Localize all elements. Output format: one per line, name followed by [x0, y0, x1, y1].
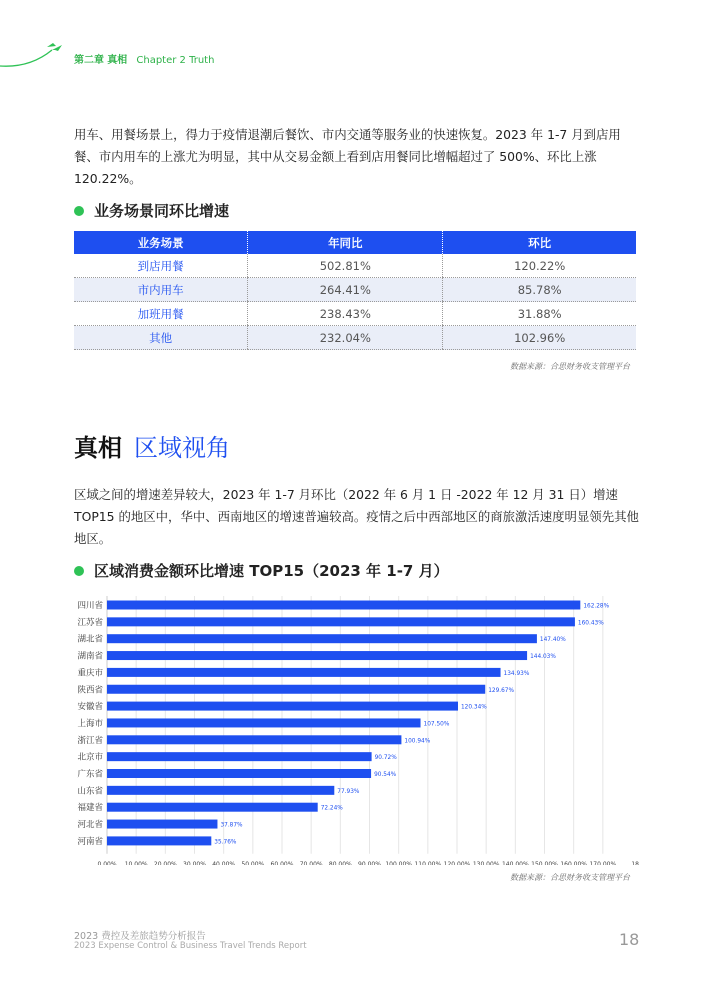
chart-bar — [107, 718, 421, 727]
chart-category-label: 河南省 — [77, 836, 103, 847]
chart-bar — [107, 769, 371, 778]
chart-x-tick-label: 40.00% — [212, 860, 236, 865]
chart-x-tick-label: 150.00% — [531, 860, 558, 865]
chart-bar — [107, 601, 580, 610]
row-yoy: 232.04% — [248, 326, 443, 350]
chart-bar — [107, 735, 401, 744]
chart-value-label: 162.28% — [583, 603, 610, 610]
table-source-note: 数据来源：合思财务收支管理平台 — [510, 362, 630, 371]
chart-x-tick-label: 170.00% — [589, 860, 617, 865]
table-section-title — [74, 200, 229, 221]
chart-value-label: 134.93% — [503, 670, 530, 677]
chart-category-label: 湖南省 — [77, 651, 103, 662]
chart-bar — [107, 820, 217, 829]
chart-x-tick-label: 50.00% — [241, 860, 265, 865]
chart-bar — [107, 668, 501, 677]
chart-category-label: 江苏省 — [77, 617, 103, 628]
row-yoy: 264.41% — [248, 278, 443, 302]
section-heading-part1: 真相 — [74, 434, 122, 462]
chapter-header — [74, 51, 214, 66]
chart-x-tick-label: 70.00% — [299, 860, 323, 865]
chart-category-label: 北京市 — [77, 752, 103, 763]
chart-value-label: 37.87% — [220, 822, 243, 829]
chart-x-tick-label: 120.00% — [443, 860, 471, 865]
chart-bar — [107, 651, 527, 660]
intro-paragraph: 用车、用餐场景上，得力于疫情退潮后餐饮、市内交通等服务业的快速恢复。2023 年 1-7 月到店用餐、市内用车的上涨尤为明显，其中从交易金额上看到店用餐同比增幅超过了 500%、环比上涨 120.22%。 — [74, 127, 621, 186]
chart-bar — [107, 752, 372, 761]
chart-bar — [107, 617, 575, 626]
header-mom: 环比 — [443, 231, 636, 254]
chart-value-label: 90.72% — [374, 755, 397, 762]
chart-category-label: 湖北省 — [77, 634, 103, 645]
chart-section-title — [74, 560, 449, 581]
row-yoy: 502.81% — [248, 254, 443, 278]
chart-value-label: 107.50% — [423, 721, 450, 728]
chart-source-note: 数据来源：合思财务收支管理平台 — [510, 873, 630, 882]
chart-x-tick-label: 130.00% — [472, 860, 500, 865]
table-row — [74, 326, 636, 350]
chart-category-label: 河北省 — [77, 820, 103, 831]
chart-category-label: 安徽省 — [77, 702, 103, 713]
row-yoy: 238.43% — [248, 302, 443, 326]
table-row — [74, 302, 636, 326]
chart-value-label: 160.43% — [577, 620, 604, 627]
row-scenario: 其他 — [74, 326, 248, 350]
footer-report-title: 2023 费控及差旅趋势分析报告 — [74, 931, 206, 942]
chart-x-tick-label: 160.00% — [560, 860, 588, 865]
green-dot-icon — [74, 566, 84, 576]
chart-x-tick-label: 90.00% — [358, 860, 381, 865]
chart-x-tick-label: 30.00% — [183, 860, 206, 865]
row-scenario: 到店用餐 — [74, 254, 248, 278]
chart-bar — [107, 685, 485, 694]
section-heading — [74, 428, 230, 463]
chart-value-label: 100.94% — [404, 738, 431, 745]
chart-x-tick-label: 80.00% — [328, 860, 352, 865]
chart-bar — [107, 836, 211, 845]
header-scenario: 业务场景 — [74, 231, 248, 254]
chart-category-label: 广东省 — [77, 769, 103, 780]
row-mom: 85.78% — [443, 278, 636, 302]
chart-value-label: 77.93% — [337, 788, 360, 795]
chart-value-label: 35.76% — [214, 839, 237, 846]
row-scenario: 加班用餐 — [74, 302, 248, 326]
chart-bar — [107, 634, 537, 643]
chart-category-label: 陕西省 — [77, 685, 103, 696]
region-paragraph: 区域之间的增速差异较大，2023 年 1-7 月环比（2022 年 6 月 1 日 -2022 年 12 月 31 日）增速 TOP15 的地区中，华中、西南地区的增速普遍较高。疫情之后中西部地区的商旅激活速度明显领先其他地区。 — [74, 487, 639, 546]
table-row — [74, 278, 636, 302]
row-mom: 31.88% — [443, 302, 636, 326]
chart-x-tick-label: 110.00% — [414, 860, 442, 865]
region-growth-bar-chart — [0, 590, 710, 865]
chart-value-label: 72.24% — [320, 805, 343, 812]
chart-category-label: 浙江省 — [77, 735, 103, 746]
chart-value-label: 147.40% — [539, 637, 566, 644]
row-scenario: 市内用车 — [74, 278, 248, 302]
chart-x-tick-label: 140.00% — [501, 860, 529, 865]
chart-title-text: 区域消费金额环比增速 TOP15（2023 年 1-7 月） — [94, 562, 449, 580]
chapter-title: 真相 — [107, 55, 128, 66]
chart-category-label: 重庆市 — [77, 668, 103, 679]
table-row — [74, 254, 636, 278]
chart-category-label: 四川省 — [77, 601, 103, 611]
page-number: 18 — [619, 930, 640, 949]
green-dot-icon — [74, 206, 84, 216]
row-mom: 120.22% — [443, 254, 636, 278]
chart-category-label: 福建省 — [77, 803, 103, 814]
chart-x-tick-label: 100.00% — [385, 860, 413, 865]
table-header-row — [74, 231, 636, 254]
chart-bar — [107, 803, 318, 812]
header-yoy: 年同比 — [248, 231, 443, 254]
chart-value-label: 129.67% — [488, 687, 515, 694]
chart-x-tick-label: 0.00% — [97, 860, 117, 865]
chart-bar — [107, 702, 458, 711]
section-heading-part2: 区域视角 — [134, 434, 230, 462]
chart-bar — [107, 786, 334, 795]
chart-value-label: 144.03% — [530, 654, 556, 661]
row-mom: 102.96% — [443, 326, 636, 350]
chart-x-tick-label: 10.00% — [124, 860, 148, 865]
footer-report-title-en: 2023 Expense Control & Business Travel Trends Report — [74, 941, 307, 951]
business-scenario-table — [74, 231, 636, 350]
chart-value-label: 120.34% — [460, 704, 487, 711]
chart-x-tick-label: 60.00% — [270, 860, 294, 865]
chart-x-tick-label: 18... — [631, 860, 645, 865]
table-title-text: 业务场景同环比增速 — [94, 202, 230, 220]
chart-category-label: 山东省 — [77, 786, 103, 797]
chart-x-tick-label: 20.00% — [153, 860, 177, 865]
chart-category-label: 上海市 — [77, 718, 103, 729]
chapter-english: Chapter 2 Truth — [136, 55, 215, 66]
header-swoosh-icon — [0, 38, 70, 70]
chart-value-label: 90.54% — [374, 772, 397, 778]
chapter-number: 第二章 — [74, 55, 104, 66]
